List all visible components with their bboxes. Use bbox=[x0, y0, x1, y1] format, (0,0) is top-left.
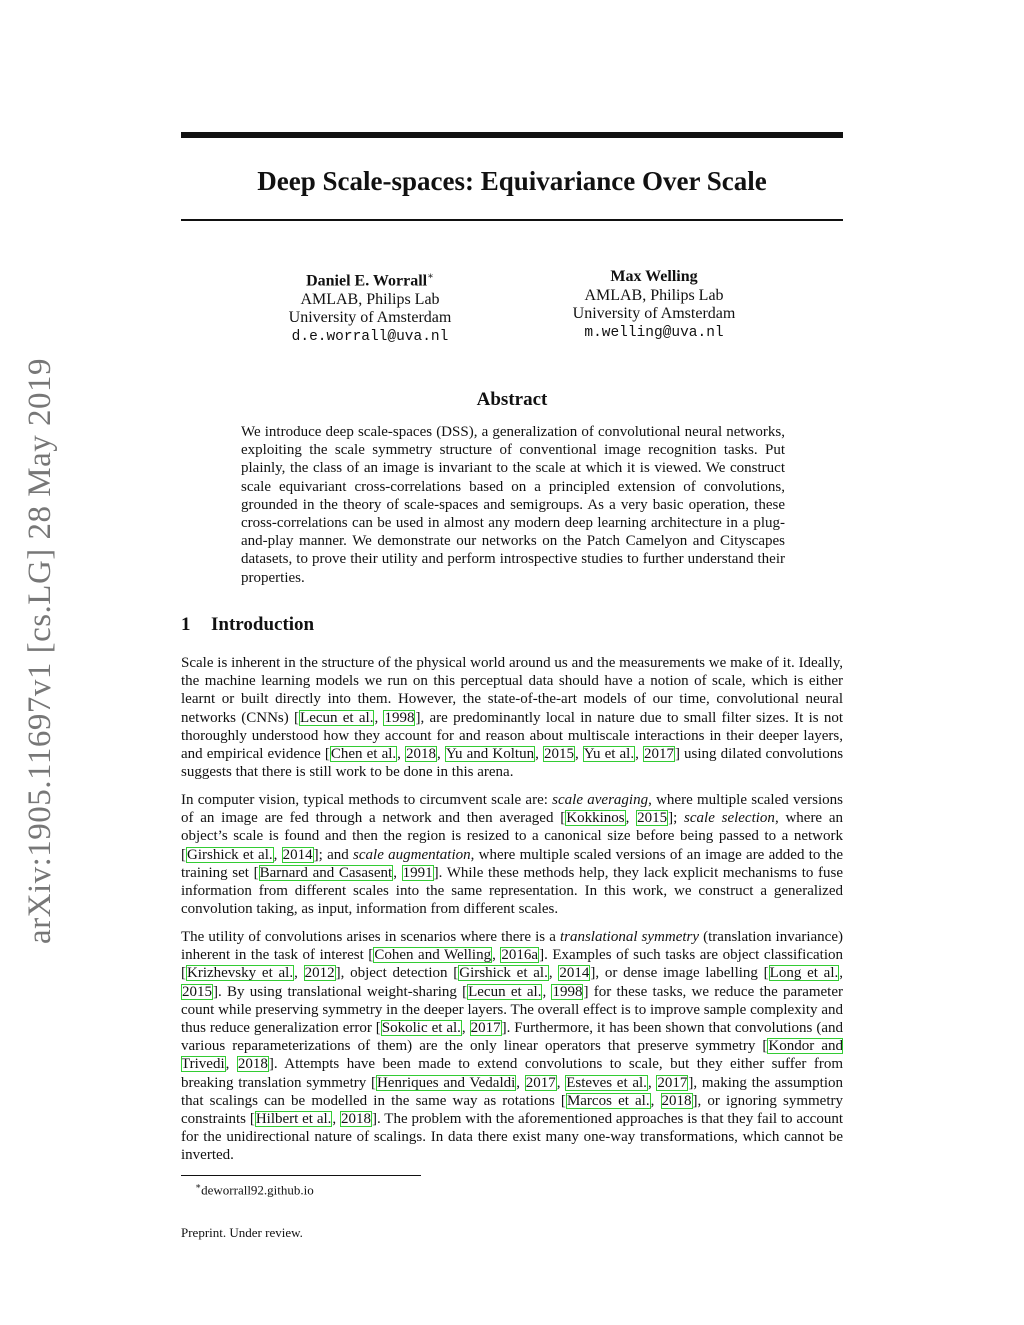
citation-link[interactable]: 2018 bbox=[406, 746, 437, 763]
body-text: , bbox=[839, 965, 844, 982]
citation-link[interactable]: Girshick et al. bbox=[187, 846, 273, 863]
body-text: ], making the assumption that scalings can be modelled in the same way as rotations [ bbox=[181, 1074, 844, 1109]
section-heading bbox=[181, 613, 314, 637]
citation-link[interactable]: 2016a bbox=[501, 947, 539, 964]
title-bottom-rule bbox=[181, 219, 843, 221]
citation-link[interactable]: 2017 bbox=[525, 1074, 556, 1091]
footnote-mark: ∗ bbox=[195, 1181, 202, 1191]
citation-link[interactable]: Krizhevsky et al. bbox=[187, 965, 294, 982]
citation-link[interactable]: 2017 bbox=[643, 746, 674, 763]
footnote-text[interactable]: deworrall92.github.io bbox=[201, 1182, 314, 1198]
body-text: In computer vision, typical methods to circumvent scale are: bbox=[181, 792, 553, 808]
citation-link[interactable]: 1991 bbox=[402, 864, 433, 881]
citation-link[interactable]: 2017 bbox=[657, 1074, 688, 1091]
body-text: ] using dilated convolutions suggests that there is still work to be done in this arena. bbox=[181, 746, 844, 781]
citation-link[interactable]: Hilbert et al. bbox=[255, 1111, 332, 1128]
citation-link[interactable]: 2014 bbox=[282, 846, 313, 863]
body-text: ]. The problem with the aforementioned approaches is that they fail to account for the unidirectional nature of scalings. In data there exist many one-way transformations, which cannot be inverted. bbox=[181, 1111, 844, 1164]
body-text: ], object detection [ bbox=[335, 965, 459, 982]
body-text: , bbox=[273, 846, 282, 863]
body-text: , where multiple scaled versions of an image are fed through a network and then averaged [ bbox=[181, 792, 843, 827]
body-text: , bbox=[332, 1111, 340, 1128]
body-text: ], or dense image labelling [ bbox=[590, 965, 769, 982]
citation-link[interactable]: Lecun et al. bbox=[300, 709, 374, 726]
body-text: , bbox=[556, 1074, 566, 1091]
body-text: , bbox=[574, 746, 583, 763]
body-text: ]. While these methods help, they lack explicit mechanisms to fuse information from different scales into the same representation. In this work, we construct a generalized convolution taking, as input, information from different scales. bbox=[181, 864, 844, 918]
body-text: The utility of convolutions arises in scenarios where there is a bbox=[181, 929, 560, 945]
body-text: , bbox=[625, 810, 637, 827]
emphasis-text: scale augmentation bbox=[353, 846, 471, 863]
body-text: ], or ignoring symmetry constraints [ bbox=[181, 1092, 843, 1128]
body-text: , bbox=[650, 1092, 661, 1109]
citation-link[interactable]: Marcos et al. bbox=[566, 1092, 650, 1109]
citation-link[interactable]: 2015 bbox=[637, 810, 668, 827]
body-text: , bbox=[437, 746, 445, 763]
intro-paragraph-1 bbox=[181, 654, 843, 781]
author-institution: University of Amsterdam bbox=[288, 309, 452, 327]
paper-title: Deep Scale-spaces: Equivariance Over Scale bbox=[257, 166, 767, 196]
body-text: ]. By using translational weight-sharing [ bbox=[213, 983, 468, 1000]
body-text: Scale is inherent in the structure of the physical world around us and the measurements we make of it. Ideally, the machine learning models we run on this perceptual data should have a notion of scale, which is either learnt or built directly into them. However, the state-of-the-art models of our time, convolutional neural networks (CNNs) [ bbox=[181, 655, 843, 726]
citation-link[interactable]: Kondor and Trivedi bbox=[181, 1038, 843, 1073]
citation-link[interactable]: Esteves et al. bbox=[566, 1074, 647, 1091]
author-block-1 bbox=[240, 268, 500, 346]
body-text: , where an object’s scale is found and then the region is resized to a canonical size before being passed to a network [ bbox=[181, 810, 844, 863]
body-text: ]. Attempts have been made to extend convolutions to scale, but they either suffer from breaking translation symmetry [ bbox=[181, 1056, 844, 1091]
body-text: , bbox=[516, 1074, 525, 1091]
body-text: ] for these tasks, we reduce the parameter count while preserving symmetry in the deeper layers. The overall effect is to improve sample complexity and thus reduce generalization error [ bbox=[181, 983, 844, 1037]
citation-link[interactable]: 2018 bbox=[661, 1092, 692, 1109]
citation-link[interactable]: Henriques and Vedaldi bbox=[376, 1074, 516, 1091]
body-text: , bbox=[294, 965, 304, 982]
body-text: ], are predominantly local in nature due to small filter sizes. It is not thoroughly understood how they account for and reason about multiscale interactions in their deeper layers, and empirical evidence [ bbox=[181, 709, 844, 763]
page-footer: Preprint. Under review. bbox=[181, 1225, 303, 1240]
author-affiliation: AMLAB, Philips Lab bbox=[584, 286, 724, 304]
author-block-2 bbox=[524, 268, 784, 342]
footnote bbox=[195, 1178, 314, 1198]
arxiv-identifier: arXiv:1905.11697v1 [cs.LG] 28 May 2019 bbox=[22, 357, 58, 944]
intro-paragraph-3 bbox=[181, 928, 843, 1165]
body-text: , bbox=[461, 1020, 470, 1037]
author-email[interactable]: m.welling@uva.nl bbox=[584, 324, 724, 341]
citation-link[interactable]: 1998 bbox=[384, 709, 415, 726]
body-text: ]; bbox=[668, 810, 685, 827]
author-institution: University of Amsterdam bbox=[572, 305, 736, 322]
footnote-mark: ∗ bbox=[427, 271, 434, 282]
section-number: 1 bbox=[181, 614, 191, 635]
body-text: , where multiple scaled versions of an image are added to the training set [ bbox=[181, 846, 843, 881]
body-text: , bbox=[492, 947, 501, 964]
body-text: , bbox=[397, 746, 406, 763]
citation-link[interactable]: 2014 bbox=[559, 965, 590, 982]
citation-link[interactable]: Girshick et al. bbox=[459, 965, 548, 982]
citation-link[interactable]: Cohen and Welling bbox=[374, 947, 492, 964]
citation-link[interactable]: 2015 bbox=[182, 983, 212, 1000]
emphasis-text: scale selection bbox=[684, 810, 775, 827]
body-text: , bbox=[548, 965, 559, 982]
citation-link[interactable]: 2018 bbox=[237, 1056, 268, 1073]
emphasis-text: scale averaging bbox=[552, 792, 649, 808]
citation-link[interactable]: Chen et al. bbox=[330, 746, 397, 763]
citation-link[interactable]: Yu and Koltun bbox=[445, 746, 535, 763]
citation-link[interactable]: 2015 bbox=[543, 746, 574, 763]
author-email[interactable]: d.e.worrall@uva.nl bbox=[291, 328, 449, 345]
author-name: Daniel E. Worrall∗ bbox=[306, 271, 434, 290]
body-text: , bbox=[393, 864, 402, 881]
body-text: ]. Examples of such tasks are object classification [ bbox=[181, 947, 843, 982]
body-text: , bbox=[374, 709, 384, 726]
citation-link[interactable]: Long et al. bbox=[769, 965, 839, 982]
citation-link[interactable]: Barnard and Casasent bbox=[259, 864, 393, 881]
citation-link[interactable]: 2017 bbox=[470, 1020, 501, 1037]
body-text: ]; and bbox=[313, 846, 354, 863]
section-title: Introduction bbox=[211, 614, 315, 635]
citation-link[interactable]: Lecun et al. bbox=[468, 983, 542, 1000]
body-text: (translation invariance) inherent in the task of interest [ bbox=[181, 929, 843, 964]
body-text: ]. Furthermore, it has been shown that convolutions (and various reparameterizations of them) are the only linear operators that preserve symmetry [ bbox=[181, 1020, 843, 1055]
author-affiliation: AMLAB, Philips Lab bbox=[300, 290, 440, 308]
citation-link[interactable]: Kokkinos bbox=[566, 810, 625, 827]
author-name: Max Welling bbox=[610, 268, 698, 285]
citation-link[interactable]: 2018 bbox=[340, 1111, 371, 1128]
abstract-heading: Abstract bbox=[476, 389, 548, 410]
title-top-rule bbox=[181, 132, 843, 138]
intro-paragraph-2 bbox=[181, 791, 843, 918]
abstract-text: We introduce deep scale-spaces (DSS), a generalization of convolutional neural networks, exploiting the scale symmetry structure of conventional image recognition tasks. Put plainly, the class of an image is invariant to the scale at which it is viewed. We construct scale equivariant cross-correlations based on a principled extension of convolutions, grounded in the theory of scale-spaces and semigroups. As a very basic operation, these cross-correlations can be used in almost any modern deep learning architecture in a plug-and-play manner. We demonstrate our networks on the Patch Camelyon and Cityscapes datasets, to prove their utility and perform introspective studies to further understand their properties. bbox=[241, 424, 785, 586]
body-text: , bbox=[635, 746, 643, 763]
body-text: , bbox=[535, 746, 543, 763]
citation-link[interactable]: 1998 bbox=[552, 983, 583, 1000]
citation-link[interactable]: 2012 bbox=[304, 965, 335, 982]
citation-link[interactable]: Sokolic et al. bbox=[381, 1020, 461, 1037]
footnote-rule bbox=[181, 1175, 421, 1176]
body-text: , bbox=[225, 1056, 237, 1073]
citation-link[interactable]: Yu et al. bbox=[583, 746, 635, 763]
body-text: , bbox=[542, 983, 552, 1000]
body-text: , bbox=[647, 1074, 657, 1091]
emphasis-text: translational symmetry bbox=[559, 929, 700, 945]
